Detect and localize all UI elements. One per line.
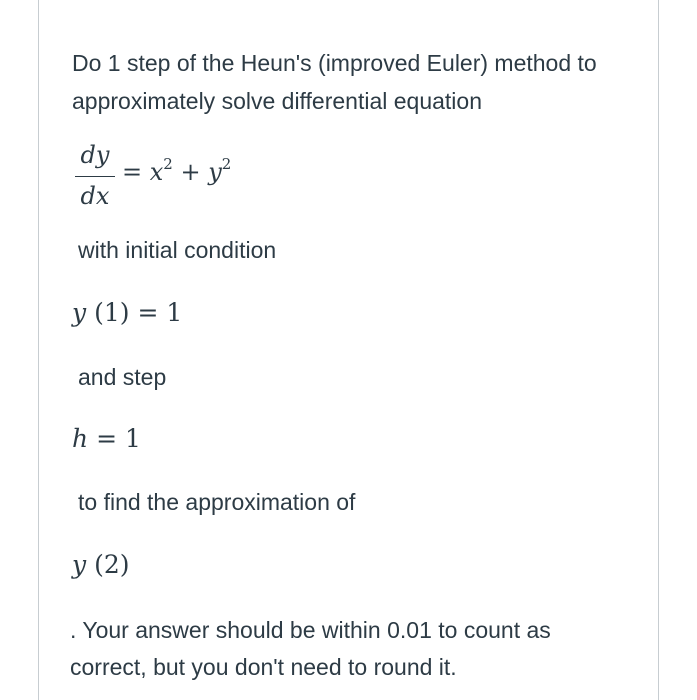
ic-value: 1 (166, 298, 183, 327)
note-line-2: correct, but you don't need to round it. (70, 654, 457, 680)
derivative-fraction (75, 140, 115, 211)
ic-func: y (72, 298, 87, 327)
intro-line-1: Do 1 step of the Heun's (improved Euler) method to (72, 50, 597, 76)
step-equals: = (96, 424, 118, 453)
ic-equals: = (137, 298, 159, 327)
ode-x: x (149, 158, 164, 186)
fraction-denominator: dx (80, 182, 110, 210)
step-var: h (72, 424, 89, 453)
ode-y-exponent: 2 (221, 155, 232, 173)
note-line-1: . Your answer should be within 0.01 to count as (70, 617, 551, 643)
initial-condition-label: with initial condition (78, 237, 277, 263)
ode-equals: = (122, 158, 143, 186)
target-arg: (2) (94, 550, 130, 579)
ic-arg: (1) (94, 298, 130, 327)
fraction-numerator: dy (80, 141, 110, 169)
ode-plus: + (180, 158, 201, 186)
target-func: y (72, 550, 87, 579)
step-equation (72, 424, 141, 453)
initial-condition-equation (72, 298, 182, 327)
target-expression (72, 550, 130, 579)
step-label: and step (78, 364, 167, 390)
ode-right-hand-side (122, 157, 231, 186)
target-label: to find the approximation of (78, 489, 356, 515)
ode-x-exponent: 2 (163, 155, 173, 173)
ode-y: y (208, 158, 222, 186)
step-value: 1 (124, 424, 141, 453)
fraction-bar (75, 176, 115, 177)
intro-line-2: approximately solve differential equation (72, 88, 482, 114)
